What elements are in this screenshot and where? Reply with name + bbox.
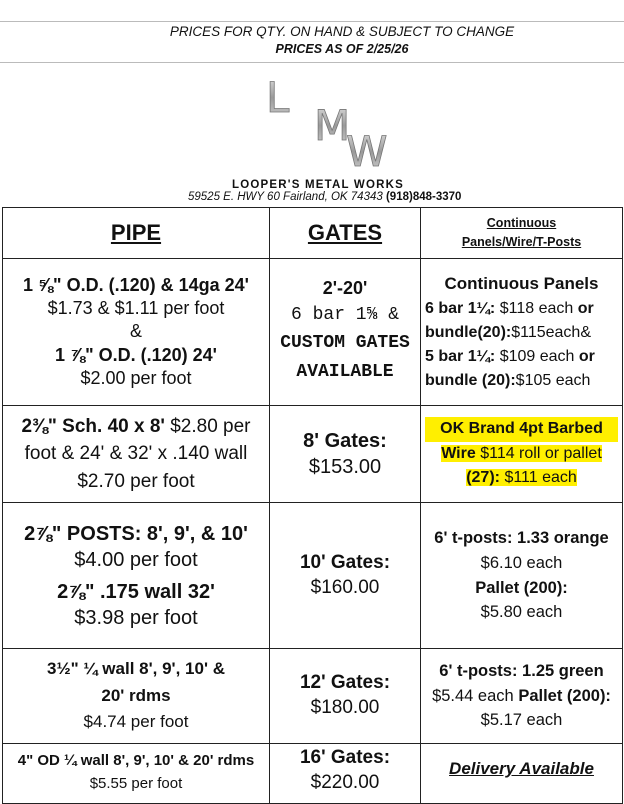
delivery-note: Delivery Available — [449, 759, 594, 778]
highlighted-text: OK Brand 4pt Barbed — [425, 417, 618, 442]
header-rule — [0, 62, 624, 63]
pipe-cell: 4" OD ¼ wall 8', 9', 10' & 20' rdms $5.55 per foot — [3, 744, 270, 804]
pipe-cell: 3½" ¼ wall 8', 9', 10' & 20' rdms $4.74 per foot — [3, 649, 270, 744]
continuous-cell: Continuous Panels 6 bar 1¼: $118 each or bundle(20):$115each& 5 bar 1¼: $109 each or bundle (20):$105 each — [421, 259, 623, 406]
lmw-logo — [230, 76, 430, 188]
gates-cell: 2'-20' 6 bar 1⅝ & CUSTOM GATES AVAILABLE — [270, 259, 421, 406]
gates-cell: 16' Gates: $220.00 — [270, 744, 421, 804]
gates-cell: 8' Gates: $153.00 — [270, 406, 421, 503]
logo-letter-w: W — [346, 127, 388, 176]
pipe-cell: 1 ⅝" O.D. (.120) & 14ga 24' $1.73 & $1.11 per foot & 1 ⅞" O.D. (.120) 24' $2.00 per foot — [3, 259, 270, 406]
pipe-column-header: PIPE — [3, 208, 270, 259]
price-table — [2, 207, 623, 804]
brand-name: LOOPER'S METAL WORKS — [232, 179, 404, 191]
contact-line — [188, 191, 461, 203]
price-notice: PRICES FOR QTY. ON HAND & SUBJECT TO CHANGE — [169, 24, 515, 39]
table-row — [3, 259, 623, 406]
top-rule — [0, 21, 624, 22]
gates-column-header: GATES — [270, 208, 421, 259]
address: 59525 E. HWY 60 Fairland, OK 74343 — [188, 191, 383, 203]
continuous-cell: OK Brand 4pt Barbed Wire $114 roll or pallet (27): $111 each — [421, 406, 623, 503]
continuous-cell: 6' t-posts: 1.25 green $5.44 each Pallet (200): $5.17 each — [421, 649, 623, 744]
table-row — [3, 649, 623, 744]
table-row — [3, 503, 623, 649]
prices-date: PRICES AS OF 2/25/26 — [275, 42, 409, 56]
pipe-cell: 2⅜" Sch. 40 x 8' $2.80 per foot & 24' & 32' x .140 wall $2.70 per foot — [3, 406, 270, 503]
logo-letter-m: M — [314, 101, 351, 150]
phone: (918)848-3370 — [385, 191, 462, 203]
logo-letter-l: L — [266, 76, 290, 122]
continuous-cell: 6' t-posts: 1.33 orange $6.10 each Pallet (200): $5.80 each — [421, 503, 623, 649]
table-header-row — [3, 208, 623, 259]
gates-cell: 10' Gates: $160.00 — [270, 503, 421, 649]
table-row — [3, 406, 623, 503]
pipe-cell: 2⅞" POSTS: 8', 9', & 10' $4.00 per foot 2⅞" .175 wall 32' $3.98 per foot — [3, 503, 270, 649]
continuous-column-header: Continuous Panels/Wire/T-Posts — [421, 208, 623, 259]
gates-cell: 12' Gates: $180.00 — [270, 649, 421, 744]
